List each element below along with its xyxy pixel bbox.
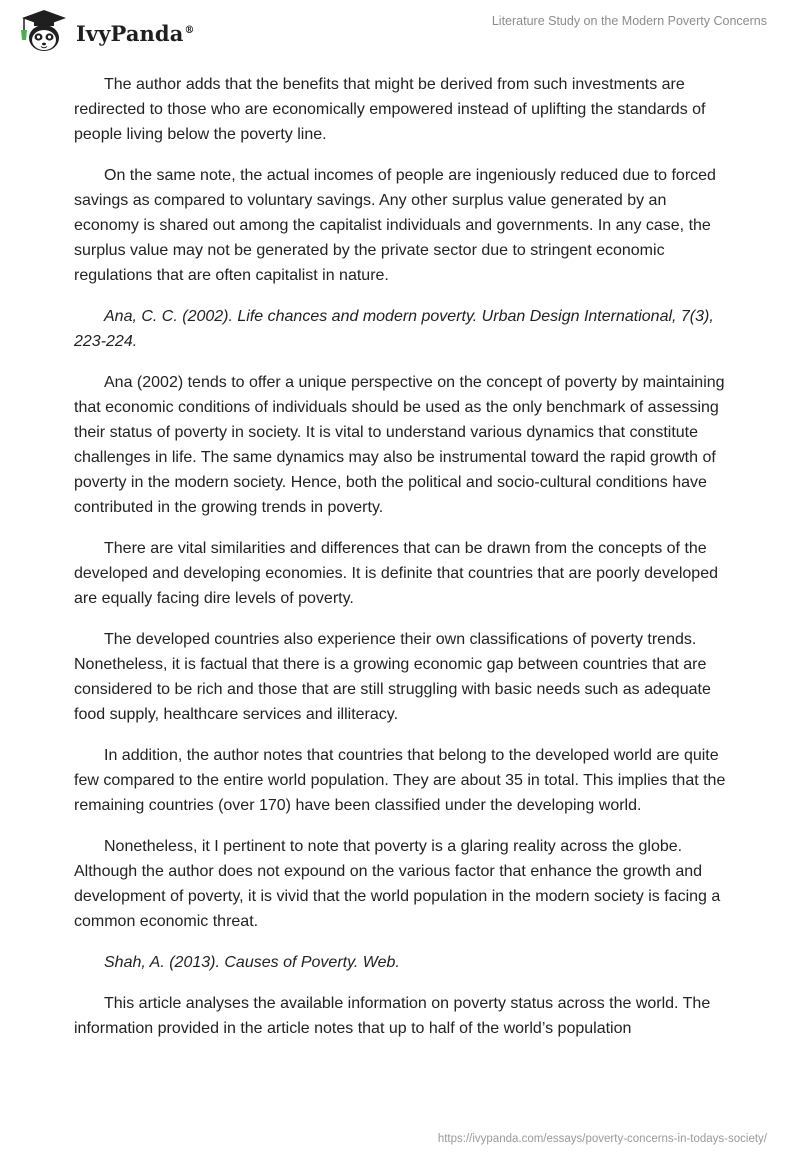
paragraph: Ana (2002) tends to offer a unique perspective on the concept of poverty by maintaining that economic conditions of individuals should be used as the only benchmark of assessing their status of poverty in society. It is vital to understand various dynamics that constitute challenges in life. The same dynamics may also be instrumental toward the rapid growth of poverty in the modern society. Hence, both the political and socio-cultural conditions have contributed in the growing trends in poverty. [74,374,725,516]
paragraph: In addition, the author notes that countries that belong to the developed world are quite few compared to the entire world population. They are about 35 in total. This implies that the remaining countries (over 170) have been classified under the developing world. [74,747,726,814]
panda-graduation-cap-icon [14,8,70,54]
source-url[interactable]: https://ivypanda.com/essays/poverty-concerns-in-todays-society/ [437,1133,767,1145]
document-title: Literature Study on the Modern Poverty Concerns [491,14,767,28]
essay-body [74,72,734,1057]
paragraph: The developed countries also experience their own classifications of poverty trends. Nonetheless, it is factual that there is a growing economic gap between countries that are considered to be rich and those that are still struggling with basic needs such as adequate food supply, healthcare services and illiteracy. [74,631,711,723]
paragraph: This article analyses the available information on poverty status across the world. The information provided in the article notes that up to half of the world’s population [74,995,711,1037]
paragraph: Nonetheless, it I pertinent to note that poverty is a glaring reality across the globe. Although the author does not expound on the various factor that enhance the growth and development of poverty, it is vivid that the world population in the modern society is facing a common economic threat. [74,838,721,930]
page-header [0,0,800,60]
paragraph: The author adds that the benefits that might be derived from such investments are redirected to those who are economically empowered instead of uplifting the standards of people living below the poverty line. [74,76,706,143]
brand-name: IvyPanda® [76,20,195,46]
reference-citation: Shah, A. (2013). Causes of Poverty. Web. [104,954,400,971]
ivypanda-logo[interactable] [14,8,195,54]
paragraph: On the same note, the actual incomes of people are ingeniously reduced due to forced savings as compared to voluntary savings. Any other surplus value generated by an economy is shared out among the capitalist individuals and governments. In any case, the surplus value may not be generated by the private sector due to stringent economic regulations that are often capitalist in nature. [74,167,716,284]
reference-citation: Ana, C. C. (2002). Life chances and modern poverty. Urban Design International, 7(3), 223-224. [74,308,714,350]
paragraph: There are vital similarities and differences that can be drawn from the concepts of the developed and developing economies. It is definite that countries that are poorly developed are equally facing dire levels of poverty. [74,540,718,607]
